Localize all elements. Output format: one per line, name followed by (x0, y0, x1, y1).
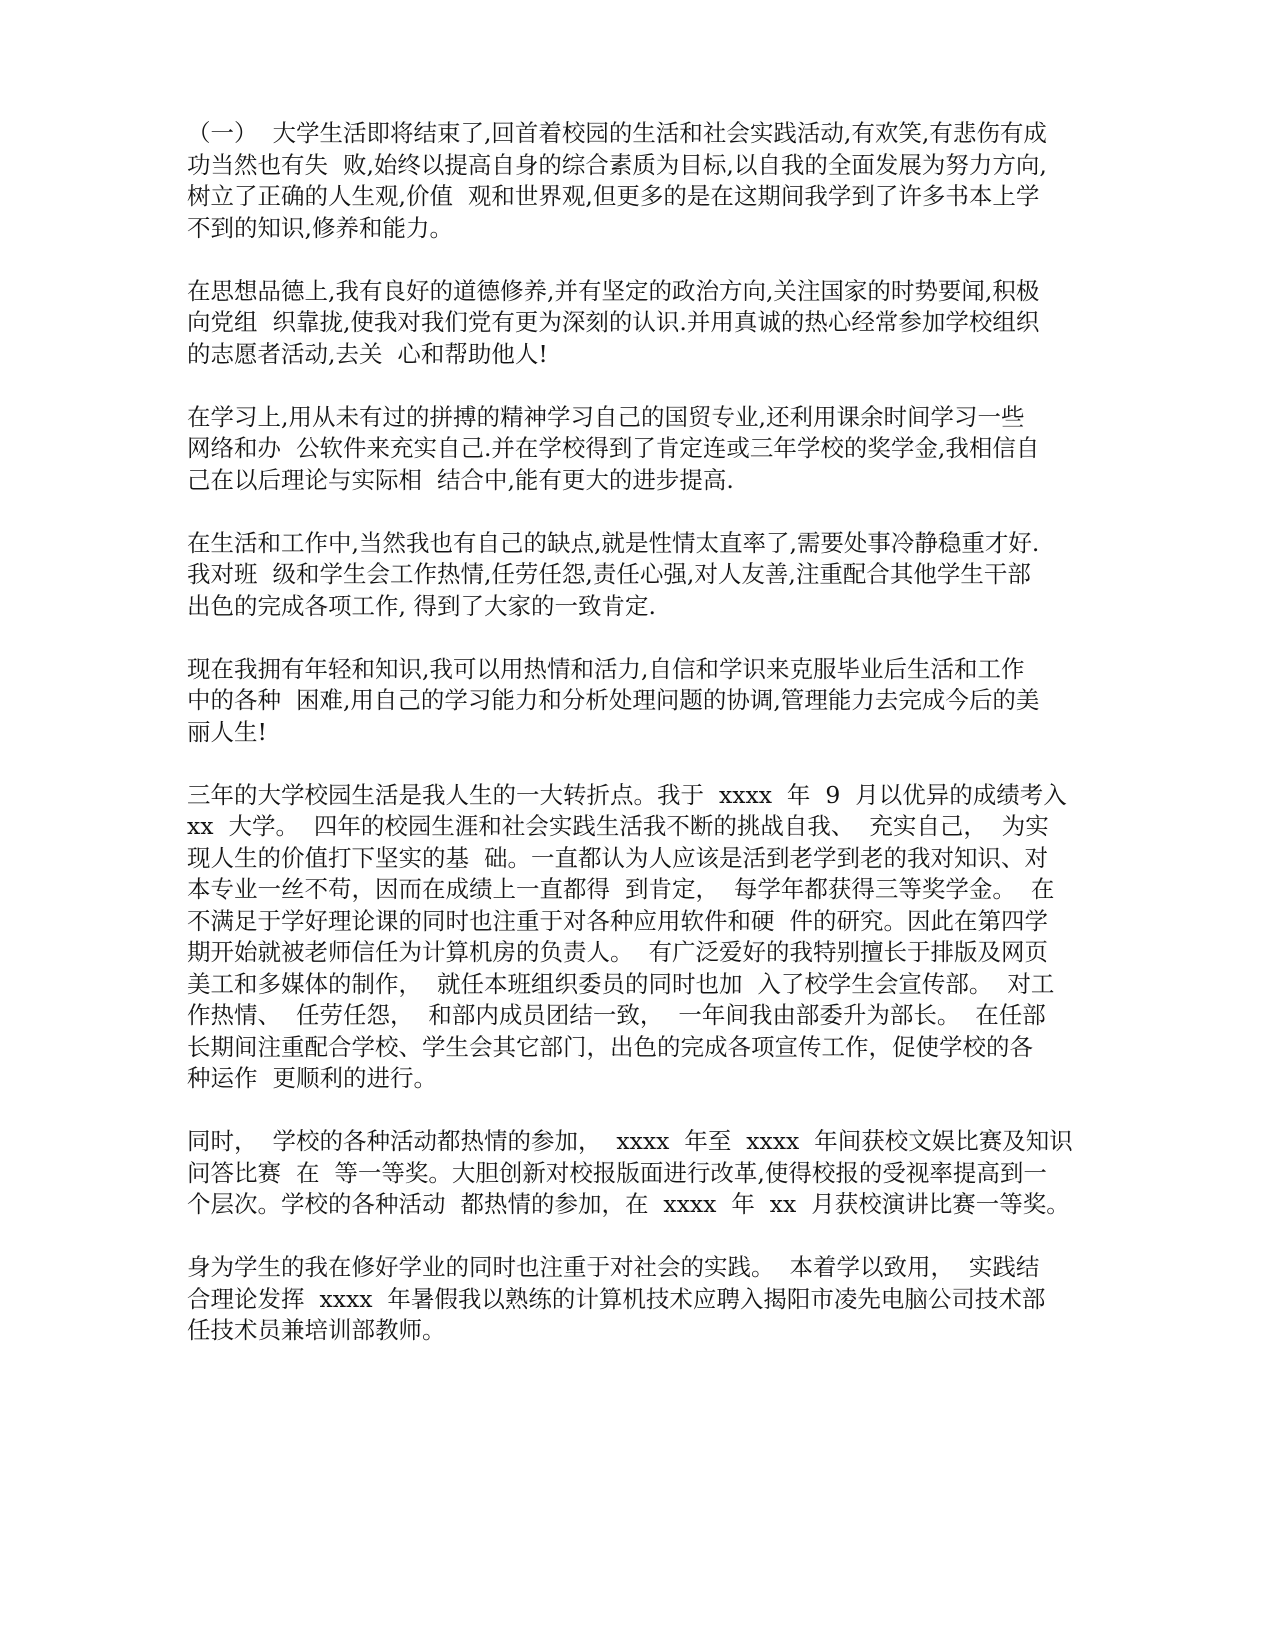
text-line: 不到的知识,修养和能力。 (187, 213, 453, 242)
document-page (187, 118, 1087, 1378)
text-line: 网络和办 公软件来充实自己.并在学校得到了肯定连或三年学校的奖学金,我相信自 (187, 434, 1040, 462)
text-line: 问答比赛 在 等一等奖。大胆创新对校报版面进行改革,使得校报的受视率提高到一 (187, 1158, 1047, 1187)
text-line: 同时， 学校的各种活动都热情的参加， xxxx 年至 xxxx 年间获校文娱比赛及知识 (187, 1127, 1073, 1155)
text-line: 合理论发挥 xxxx 年暑假我以熟练的计算机技术应聘入揭阳市凌先电脑公司技术部 (187, 1284, 1046, 1313)
paragraph (187, 118, 1087, 244)
text-line: 不满足于学好理论课的同时也注重于对各种应用软件和硬 件的研究。因此在第四学 (187, 906, 1048, 935)
text-line: 丽人生! (187, 717, 267, 746)
text-line: 在学习上,用从未有过的拼搏的精神学习自己的国贸专业,还利用课余时间学习一些 (187, 402, 1025, 431)
text-line: 现人生的价值打下坚实的基 础。一直都认为人应该是活到老学到老的我对知识、对 (187, 843, 1048, 872)
text-line: 作热情、 任劳任怨， 和部内成员团结一致， 一年间我由部委升为部长。 在任部 (187, 1001, 1046, 1029)
paragraph (187, 276, 1087, 371)
paragraph (187, 1126, 1087, 1221)
text-line: 的志愿者活动,去关 心和帮助他人! (187, 339, 548, 368)
text-line: 己在以后理论与实际相 结合中,能有更大的进步提高. (187, 465, 734, 494)
text-line: 树立了正确的人生观,价值 观和世界观,但更多的是在这期间我学到了许多书本上学 (187, 182, 1040, 210)
paragraph (187, 654, 1087, 749)
text-line: 向党组 织靠拢,使我对我们党有更为深刻的认识.并用真诚的热心经常参加学校组织 (187, 308, 1040, 336)
paragraph (187, 402, 1087, 497)
text-line: 美工和多媒体的制作， 就任本班组织委员的同时也加 入了校学生会宣传部。 对工 (187, 969, 1055, 998)
text-line: 个层次。学校的各种活动 都热情的参加，在 xxxx 年 xx 月获校演讲比赛一等奖。 (187, 1190, 1070, 1218)
text-line: 种运作 更顺利的进行。 (187, 1064, 437, 1092)
text-line: 功当然也有失 败,始终以提高自身的综合素质为目标,以自我的全面发展为努力方向, (187, 150, 1047, 179)
text-line: 长期间注重配合学校、学生会其它部门，出色的完成各项宣传工作，促使学校的各 (187, 1032, 1033, 1061)
text-line: 身为学生的我在修好学业的同时也注重于对社会的实践。 本着学以致用， 实践结 (187, 1253, 1040, 1281)
text-line: 出色的完成各项工作, 得到了大家的一致肯定. (187, 591, 656, 620)
text-line: 在生活和工作中,当然我也有自己的缺点,就是性情太直率了,需要处事冷静稳重才好. (187, 528, 1040, 557)
text-line: xx 大学。 四年的校园生涯和社会实践生活我不断的挑战自我、 充实自己， 为实 (187, 812, 1049, 840)
paragraph (187, 1252, 1087, 1347)
text-line: 三年的大学校园生活是我人生的一大转折点。我于 xxxx 年 9 月以优异的成绩考入 (187, 780, 1067, 809)
text-line: 我对班 级和学生会工作热情,任劳任怨,责任心强,对人友善,注重配合其他学生干部 (187, 560, 1031, 588)
text-line: 在思想品德上,我有良好的道德修养,并有坚定的政治方向,关注国家的时势要闻,积极 (187, 276, 1040, 305)
text-line: 本专业一丝不苟，因而在成绩上一直都得 到肯定， 每学年都获得三等奖学金。 在 (187, 875, 1055, 903)
text-line: （一） 大学生活即将结束了,回首着校园的生活和社会实践活动,有欢笑,有悲伤有成 (187, 119, 1047, 147)
paragraph (187, 780, 1087, 1095)
text-line: 任技术员兼培训部教师。 (187, 1316, 446, 1344)
text-line: 期开始就被老师信任为计算机房的负责人。 有广泛爱好的我特别擅长于排版及网页 (187, 938, 1048, 966)
text-line: 现在我拥有年轻和知识,我可以用热情和活力,自信和学识来克服毕业后生活和工作 (187, 654, 1025, 683)
text-line: 中的各种 困难,用自己的学习能力和分析处理问题的协调,管理能力去完成今后的美 (187, 686, 1040, 714)
paragraph (187, 528, 1087, 623)
